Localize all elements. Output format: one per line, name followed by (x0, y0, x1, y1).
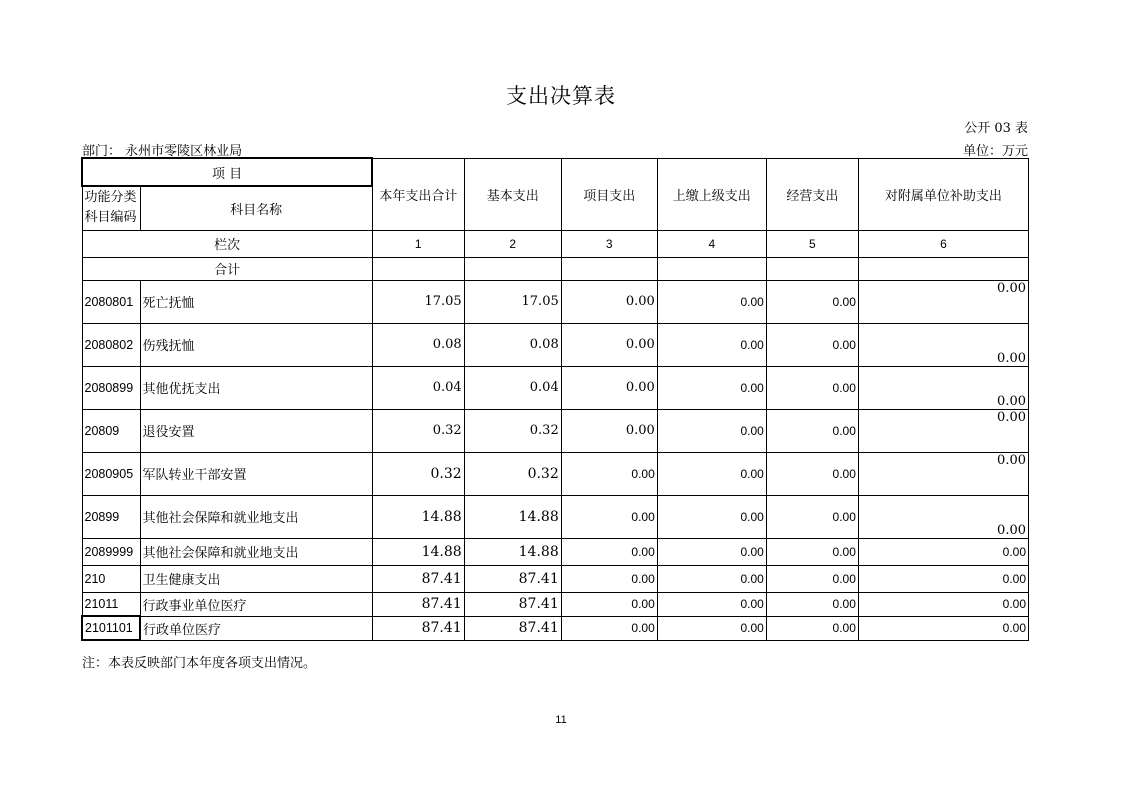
value-cell: 0.32 (372, 452, 464, 495)
value-cell: 0.32 (464, 452, 561, 495)
table-row (82, 409, 1029, 452)
total-row (82, 257, 1029, 280)
subject-name: 行政单位医疗 (140, 616, 372, 640)
value-cell: 0.00 (657, 616, 766, 640)
value-cell: 0.00 (766, 452, 858, 495)
col-number: 1 (372, 230, 464, 257)
total-cell (372, 257, 464, 280)
value-cell: 0.32 (464, 409, 561, 452)
value-cell: 0.00 (766, 280, 858, 323)
value-cell: 0.08 (464, 323, 561, 366)
subject-code: 2080905 (82, 452, 140, 495)
value-cell: 0.00 (657, 409, 766, 452)
value-cell: 0.00 (858, 538, 1028, 565)
subject-code: 20809 (82, 409, 140, 452)
value-cell: 14.88 (464, 538, 561, 565)
table-row (82, 538, 1029, 565)
value-cell: 0.00 (858, 409, 1028, 452)
col-number: 6 (858, 230, 1028, 257)
subject-name: 其他社会保障和就业地支出 (140, 538, 372, 565)
col-header-project: 项目支出 (561, 158, 657, 230)
value-cell: 0.00 (561, 280, 657, 323)
value-cell: 0.00 (561, 323, 657, 366)
col-number: 2 (464, 230, 561, 257)
subject-name: 其他社会保障和就业地支出 (140, 495, 372, 538)
total-cell (766, 257, 858, 280)
value-cell: 0.00 (858, 495, 1028, 538)
value-cell: 0.00 (766, 592, 858, 616)
total-cell (858, 257, 1028, 280)
value-cell: 0.00 (858, 366, 1028, 409)
subject-code: 2080801 (82, 280, 140, 323)
total-cell (464, 257, 561, 280)
value-cell: 87.41 (464, 565, 561, 592)
value-cell: 0.00 (561, 592, 657, 616)
item-header: 项 目 (82, 158, 372, 186)
table-row (82, 452, 1029, 495)
value-cell: 0.00 (858, 616, 1028, 640)
department-label: 部门： 永州市零陵区林业局 (82, 144, 243, 159)
subject-code: 21011 (82, 592, 140, 616)
table-row (82, 280, 1029, 323)
value-cell: 0.00 (657, 495, 766, 538)
table-row (82, 565, 1029, 592)
subject-code: 2101101 (82, 616, 140, 640)
subject-code: 2080802 (82, 323, 140, 366)
subject-name: 退役安置 (140, 409, 372, 452)
col-header-basic: 基本支出 (464, 158, 561, 230)
value-cell: 0.00 (561, 366, 657, 409)
value-cell: 0.00 (657, 565, 766, 592)
func-class-header (82, 186, 140, 230)
page-title: 支出决算表 (506, 84, 616, 108)
value-cell: 0.00 (561, 409, 657, 452)
value-cell: 0.00 (657, 280, 766, 323)
value-cell: 17.05 (464, 280, 561, 323)
subject-code: 20899 (82, 495, 140, 538)
value-cell: 14.88 (372, 495, 464, 538)
value-cell: 17.05 (372, 280, 464, 323)
total-cell (657, 257, 766, 280)
subject-name: 军队转业干部安置 (140, 452, 372, 495)
value-cell: 0.00 (657, 366, 766, 409)
value-cell: 0.08 (372, 323, 464, 366)
col-header-total: 本年支出合计 (372, 158, 464, 230)
value-cell: 0.32 (372, 409, 464, 452)
value-cell: 0.00 (858, 592, 1028, 616)
subject-name: 卫生健康支出 (140, 565, 372, 592)
table-row (82, 323, 1029, 366)
col-header-operating: 经营支出 (766, 158, 858, 230)
value-cell: 0.00 (766, 409, 858, 452)
subject-name: 行政事业单位医疗 (140, 592, 372, 616)
col-number: 3 (561, 230, 657, 257)
value-cell: 0.00 (766, 366, 858, 409)
col-number: 4 (657, 230, 766, 257)
lanci-label: 栏次 (82, 230, 372, 257)
value-cell: 0.00 (657, 538, 766, 565)
value-cell: 87.41 (372, 616, 464, 640)
value-cell: 0.00 (766, 616, 858, 640)
value-cell: 0.00 (858, 323, 1028, 366)
value-cell: 0.00 (657, 452, 766, 495)
col-header-subsidy: 对附属单位补助支出 (858, 158, 1028, 230)
value-cell: 14.88 (464, 495, 561, 538)
subject-code-label: 科目编码 (84, 210, 137, 226)
unit-label: 单位：万元 (962, 144, 1028, 159)
value-cell: 0.00 (561, 538, 657, 565)
value-cell: 0.00 (657, 323, 766, 366)
value-cell: 87.41 (372, 592, 464, 616)
table-row (82, 366, 1029, 409)
value-cell: 0.00 (766, 323, 858, 366)
table-row (82, 616, 1029, 640)
value-cell: 0.04 (372, 366, 464, 409)
value-cell: 0.00 (561, 616, 657, 640)
subject-name: 伤残抚恤 (140, 323, 372, 366)
subject-name: 其他优抚支出 (140, 366, 372, 409)
value-cell: 0.00 (561, 565, 657, 592)
value-cell: 87.41 (464, 592, 561, 616)
page-number: 11 (555, 714, 567, 726)
lanci-row (82, 230, 1029, 257)
table-row (82, 592, 1029, 616)
col-header-remit: 上缴上级支出 (657, 158, 766, 230)
func-class-label: 功能分类 (84, 190, 137, 206)
value-cell: 0.00 (858, 565, 1028, 592)
value-cell: 0.00 (766, 565, 858, 592)
total-label: 合计 (82, 257, 372, 280)
value-cell: 87.41 (464, 616, 561, 640)
value-cell: 0.04 (464, 366, 561, 409)
value-cell: 0.00 (561, 495, 657, 538)
value-cell: 0.00 (657, 592, 766, 616)
subject-name: 死亡抚恤 (140, 280, 372, 323)
footnote: 注：本表反映部门本年度各项支出情况。 (82, 656, 317, 671)
table-row (82, 495, 1029, 538)
value-cell: 0.00 (766, 538, 858, 565)
value-cell: 14.88 (372, 538, 464, 565)
value-cell: 0.00 (858, 452, 1028, 495)
subject-code: 2080899 (82, 366, 140, 409)
value-cell: 87.41 (372, 565, 464, 592)
header-row-1 (82, 158, 1029, 186)
value-cell: 0.00 (561, 452, 657, 495)
total-cell (561, 257, 657, 280)
col-number: 5 (766, 230, 858, 257)
subject-code: 2089999 (82, 538, 140, 565)
form-number: 公开 03 表 (964, 121, 1028, 136)
expenditure-table (81, 157, 1029, 641)
subject-code: 210 (82, 565, 140, 592)
value-cell: 0.00 (766, 495, 858, 538)
subject-name-header: 科目名称 (140, 186, 372, 230)
value-cell: 0.00 (858, 280, 1028, 323)
